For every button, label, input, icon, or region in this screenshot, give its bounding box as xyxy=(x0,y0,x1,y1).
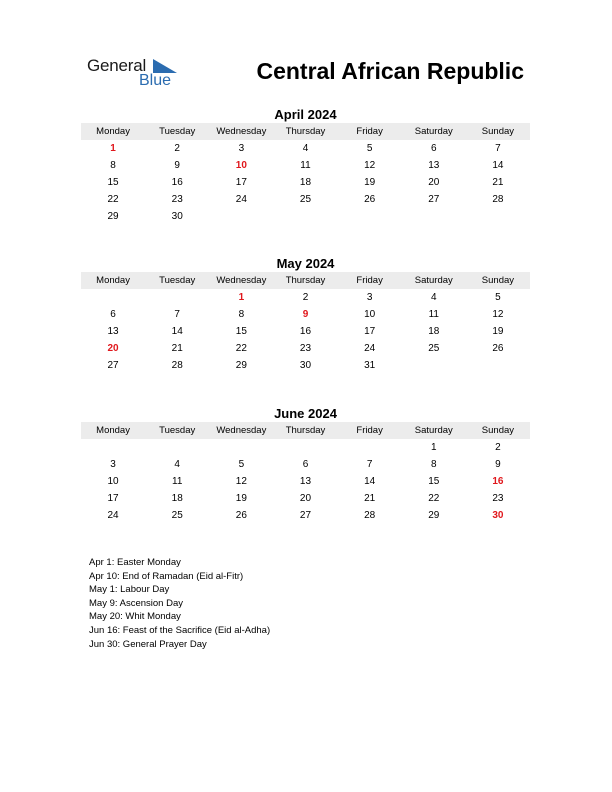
day-cell: 8 xyxy=(238,309,245,320)
day-cell: 21 xyxy=(171,343,183,354)
weekday-label: Sunday xyxy=(481,275,515,286)
day-cell: 18 xyxy=(428,326,440,337)
calendar-week-row xyxy=(81,140,530,157)
day-cell: 17 xyxy=(364,326,376,337)
day-cell: 18 xyxy=(171,493,183,504)
day-cell: 24 xyxy=(364,343,376,354)
day-cell: 12 xyxy=(492,309,504,320)
holiday-day-cell: 30 xyxy=(492,510,504,521)
holiday-note: Jun 30: General Prayer Day xyxy=(89,638,207,650)
day-cell: 3 xyxy=(366,292,373,303)
holiday-note: May 9: Ascension Day xyxy=(89,597,183,609)
day-cell: 13 xyxy=(428,160,440,171)
calendar-week-row xyxy=(81,473,530,490)
calendar-week-row xyxy=(81,306,530,323)
day-cell: 23 xyxy=(492,493,504,504)
day-cell: 5 xyxy=(366,143,373,154)
day-cell: 4 xyxy=(174,459,180,470)
weekday-label: Tuesday xyxy=(159,126,196,137)
weekday-label: Sunday xyxy=(481,425,515,436)
day-cell: 15 xyxy=(235,326,247,337)
month-april xyxy=(81,106,530,225)
day-cell: 31 xyxy=(364,360,376,371)
calendar-week-row xyxy=(81,490,530,507)
calendar-week-row xyxy=(81,174,530,191)
day-cell: 9 xyxy=(174,160,180,171)
day-cell: 2 xyxy=(495,442,501,453)
day-cell: 3 xyxy=(110,459,116,470)
day-cell: 17 xyxy=(235,177,247,188)
weekday-label: Friday xyxy=(356,126,383,137)
weekday-label: Saturday xyxy=(414,425,453,436)
day-cell: 29 xyxy=(235,360,247,371)
day-cell: 22 xyxy=(107,194,119,205)
weekday-label: Monday xyxy=(96,425,130,436)
day-cell: 13 xyxy=(299,476,312,487)
day-cell: 21 xyxy=(364,493,376,504)
day-cell: 20 xyxy=(299,493,312,504)
day-cell: 3 xyxy=(238,143,245,154)
holiday-notes xyxy=(89,556,270,651)
holiday-day-cell: 1 xyxy=(238,292,245,303)
logo-flag-icon xyxy=(153,59,177,73)
day-cell: 5 xyxy=(238,459,245,470)
day-cell: 28 xyxy=(171,360,183,371)
weekday-label: Wednesday xyxy=(216,275,267,286)
calendar-grid xyxy=(81,289,530,374)
weekday-header xyxy=(81,422,530,439)
day-cell: 24 xyxy=(107,510,119,521)
day-cell: 25 xyxy=(171,510,183,521)
holiday-note: Apr 1: Easter Monday xyxy=(89,557,181,568)
day-cell: 19 xyxy=(492,326,504,337)
day-cell: 20 xyxy=(428,177,440,188)
day-cell: 29 xyxy=(428,510,440,521)
holiday-note: May 20: Whit Monday xyxy=(89,611,181,623)
calendar-week-row xyxy=(81,439,530,456)
day-cell: 2 xyxy=(174,143,180,154)
day-cell: 7 xyxy=(366,459,373,470)
day-cell: 28 xyxy=(492,194,504,205)
day-cell: 10 xyxy=(107,476,119,487)
calendar-week-row xyxy=(81,191,530,208)
logo-text-blue: Blue xyxy=(139,72,172,89)
day-cell: 24 xyxy=(235,194,247,205)
calendar-week-row xyxy=(81,357,530,374)
day-cell: 22 xyxy=(428,493,440,504)
weekday-label: Sunday xyxy=(481,126,515,137)
calendar-week-row xyxy=(81,507,530,524)
calendar-grid xyxy=(81,439,530,524)
day-cell: 2 xyxy=(302,292,309,303)
day-cell: 15 xyxy=(428,476,440,487)
day-cell: 11 xyxy=(428,309,439,320)
weekday-label: Tuesday xyxy=(159,425,196,436)
calendar-grid xyxy=(81,140,530,225)
day-cell: 27 xyxy=(107,360,119,371)
month-title: June 2024 xyxy=(274,406,337,421)
weekday-label: Tuesday xyxy=(159,275,196,286)
day-cell: 26 xyxy=(492,343,504,354)
day-cell: 28 xyxy=(364,510,376,521)
day-cell: 22 xyxy=(235,343,247,354)
day-cell: 11 xyxy=(172,476,183,487)
day-cell: 12 xyxy=(364,160,376,171)
holiday-note: May 1: Labour Day xyxy=(89,584,170,596)
weekday-label: Wednesday xyxy=(216,425,267,436)
day-cell: 18 xyxy=(299,177,312,188)
day-cell: 8 xyxy=(430,459,437,470)
day-cell: 7 xyxy=(495,143,501,154)
weekday-label: Wednesday xyxy=(216,126,267,137)
holiday-day-cell: 9 xyxy=(302,309,309,320)
day-cell: 6 xyxy=(110,309,116,320)
month-june xyxy=(81,405,530,524)
weekday-header xyxy=(81,123,530,140)
logo-text-general: General xyxy=(87,56,147,75)
day-cell: 12 xyxy=(235,476,247,487)
day-cell: 14 xyxy=(364,476,376,487)
calendar-week-row xyxy=(81,456,530,473)
generalblue-logo xyxy=(87,56,187,92)
day-cell: 29 xyxy=(107,211,119,222)
holiday-note: Jun 16: Feast of the Sacrifice (Eid al-Adha) xyxy=(89,624,271,636)
day-cell: 9 xyxy=(495,459,501,470)
day-cell: 7 xyxy=(174,309,180,320)
calendar-week-row xyxy=(81,323,530,340)
day-cell: 16 xyxy=(299,326,312,337)
day-cell: 17 xyxy=(107,493,119,504)
day-cell: 23 xyxy=(171,194,183,205)
weekday-label: Friday xyxy=(356,425,383,436)
day-cell: 4 xyxy=(430,292,437,303)
day-cell: 6 xyxy=(430,143,437,154)
day-cell: 23 xyxy=(299,343,312,354)
weekday-label: Saturday xyxy=(414,275,453,286)
weekday-label: Thursday xyxy=(285,275,326,286)
day-cell: 14 xyxy=(171,326,183,337)
day-cell: 26 xyxy=(364,194,376,205)
weekday-label: Monday xyxy=(96,126,130,137)
weekday-label: Thursday xyxy=(285,425,326,436)
day-cell: 27 xyxy=(299,510,312,521)
holiday-day-cell: 10 xyxy=(235,160,247,171)
day-cell: 30 xyxy=(299,360,312,371)
month-title: May 2024 xyxy=(276,256,335,271)
day-cell: 5 xyxy=(495,292,501,303)
holiday-day-cell: 1 xyxy=(110,143,116,154)
day-cell: 1 xyxy=(430,442,437,453)
day-cell: 30 xyxy=(171,211,183,222)
day-cell: 21 xyxy=(492,177,504,188)
day-cell: 6 xyxy=(302,459,309,470)
day-cell: 19 xyxy=(235,493,247,504)
calendar-week-row xyxy=(81,340,530,357)
weekday-label: Saturday xyxy=(414,126,453,137)
holiday-day-cell: 16 xyxy=(492,476,504,487)
page-title: Central African Republic xyxy=(256,58,524,84)
weekday-label: Monday xyxy=(96,275,130,286)
day-cell: 19 xyxy=(364,177,376,188)
calendar-week-row xyxy=(81,289,530,306)
month-title: April 2024 xyxy=(274,107,337,122)
day-cell: 25 xyxy=(428,343,440,354)
day-cell: 8 xyxy=(110,160,116,171)
weekday-header xyxy=(81,272,530,289)
day-cell: 4 xyxy=(302,143,309,154)
day-cell: 10 xyxy=(364,309,376,320)
day-cell: 13 xyxy=(107,326,119,337)
day-cell: 26 xyxy=(235,510,247,521)
holiday-day-cell: 20 xyxy=(107,343,119,354)
day-cell: 27 xyxy=(428,194,440,205)
calendar-week-row xyxy=(81,157,530,174)
day-cell: 25 xyxy=(299,194,312,205)
holiday-note: Apr 10: End of Ramadan (Eid al-Fitr) xyxy=(89,570,244,582)
month-may xyxy=(81,255,530,374)
weekday-label: Friday xyxy=(356,275,383,286)
day-cell: 11 xyxy=(300,160,311,171)
weekday-label: Thursday xyxy=(285,126,326,137)
day-cell: 14 xyxy=(492,160,504,171)
calendar-week-row xyxy=(81,208,530,225)
day-cell: 16 xyxy=(171,177,183,188)
day-cell: 15 xyxy=(107,177,119,188)
